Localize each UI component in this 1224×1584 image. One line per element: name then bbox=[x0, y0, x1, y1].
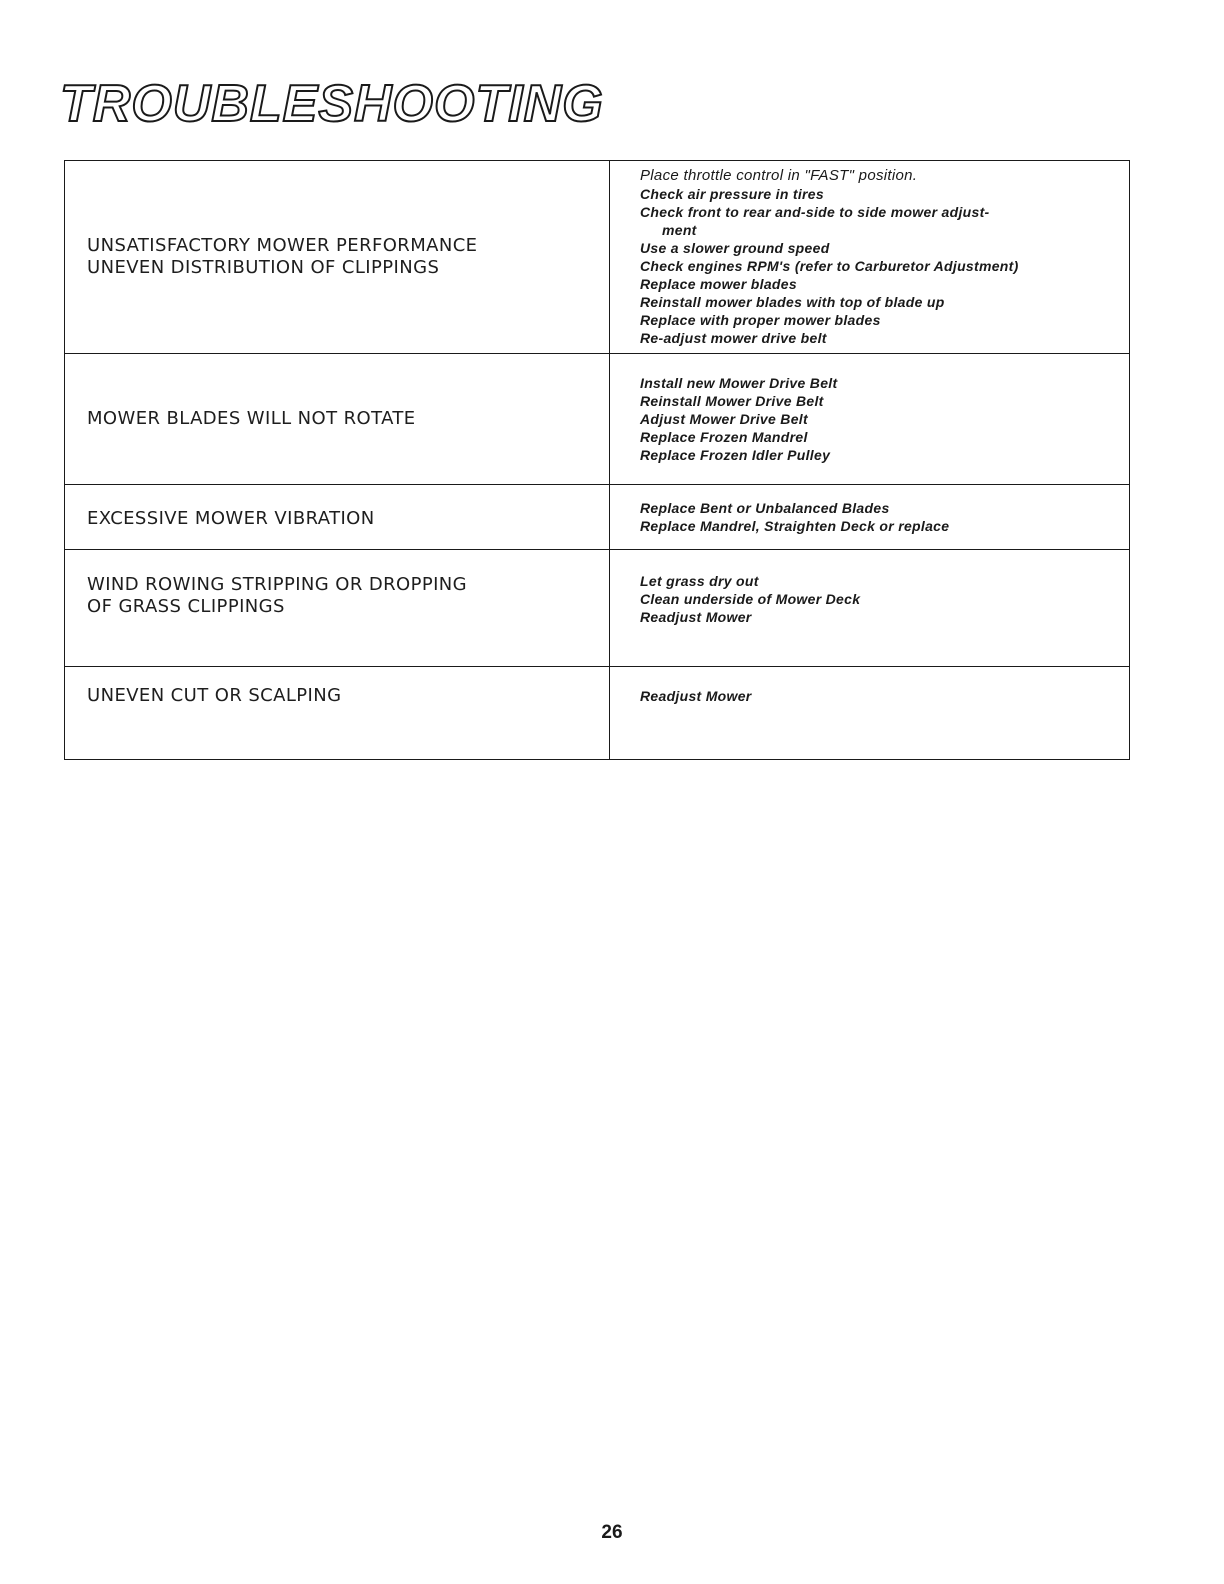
problem-cell bbox=[65, 485, 610, 550]
page-number: 26 bbox=[601, 1522, 623, 1543]
remedy-cell bbox=[610, 354, 1130, 485]
remedy-cell bbox=[610, 161, 1130, 354]
problem-text: UNSATISFACTORY MOWER PERFORMANCE bbox=[87, 235, 478, 256]
remedy-text: Adjust Mower Drive Belt bbox=[640, 411, 808, 427]
remedy-text: Replace mower blades bbox=[640, 276, 797, 292]
remedy-text: Replace Frozen Mandrel bbox=[640, 429, 808, 445]
page-title: TROUBLESHOOTING bbox=[60, 75, 604, 133]
remedy-text: Replace Mandrel, Straighten Deck or replace bbox=[640, 518, 950, 534]
remedy-text: Let grass dry out bbox=[640, 573, 759, 589]
table-row bbox=[65, 161, 1130, 354]
problem-cell bbox=[65, 161, 610, 354]
remedy-text: ment bbox=[662, 222, 697, 238]
problem-text: UNEVEN DISTRIBUTION OF CLIPPINGS bbox=[87, 257, 440, 278]
table-row bbox=[65, 667, 1130, 760]
problem-text: OF GRASS CLIPPINGS bbox=[87, 596, 285, 617]
table-row bbox=[65, 550, 1130, 667]
remedy-text: Readjust Mower bbox=[640, 688, 752, 704]
problem-text: WIND ROWING STRIPPING OR DROPPING bbox=[87, 574, 468, 595]
problem-cell bbox=[65, 354, 610, 485]
troubleshooting-table bbox=[64, 160, 1130, 760]
remedy-text: Replace with proper mower blades bbox=[640, 312, 881, 328]
problem-cell bbox=[65, 550, 610, 667]
remedy-text: Install new Mower Drive Belt bbox=[640, 375, 838, 391]
problem-text: MOWER BLADES WILL NOT ROTATE bbox=[87, 408, 416, 429]
remedy-cell bbox=[610, 485, 1130, 550]
remedy-text: Check engines RPM's (refer to Carburetor Adjustment) bbox=[640, 258, 1019, 274]
problem-text: EXCESSIVE MOWER VIBRATION bbox=[87, 508, 375, 529]
remedy-text: Check air pressure in tires bbox=[640, 186, 824, 202]
remedy-text: Readjust Mower bbox=[640, 609, 752, 625]
remedy-text: Use a slower ground speed bbox=[640, 240, 830, 256]
remedy-text: Replace Bent or Unbalanced Blades bbox=[640, 500, 890, 516]
remedy-text: Clean underside of Mower Deck bbox=[640, 591, 861, 607]
remedy-text: Reinstall mower blades with top of blade up bbox=[640, 294, 945, 310]
remedy-text: Check front to rear and-side to side mower adjust- bbox=[640, 204, 990, 220]
remedy-text: Reinstall Mower Drive Belt bbox=[640, 393, 824, 409]
remedy-cell bbox=[610, 550, 1130, 667]
remedy-cell bbox=[610, 667, 1130, 760]
problem-text: UNEVEN CUT OR SCALPING bbox=[87, 685, 342, 706]
problem-cell bbox=[65, 667, 610, 760]
table-row bbox=[65, 354, 1130, 485]
remedy-text: Replace Frozen Idler Pulley bbox=[640, 447, 831, 463]
remedy-text: Re-adjust mower drive belt bbox=[640, 330, 827, 346]
remedy-text: Place throttle control in "FAST" position. bbox=[640, 167, 918, 184]
table-row bbox=[65, 485, 1130, 550]
